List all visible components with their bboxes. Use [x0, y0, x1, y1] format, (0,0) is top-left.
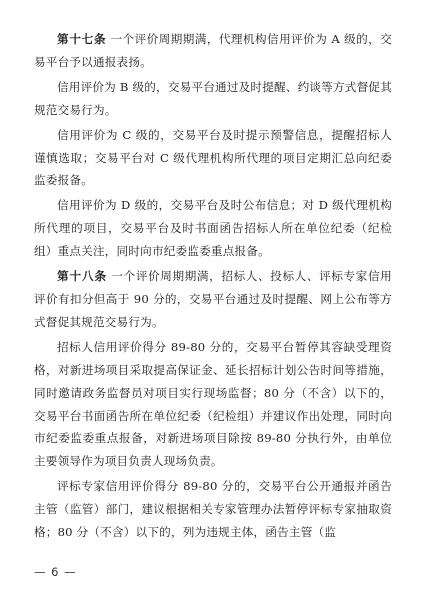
paragraph-text: 信用评价为 D 级的，交易平台及时公布信息；对 D 级代理机构所代理的项目，交易平台及时书面函告招标人所在单位纪委（纪检组）重点关注，同时向市纪委监委重点报备。: [34, 198, 392, 259]
paragraph-text: 招标人信用评价得分 89-80 分的，交易平台暂停其容缺受理资格，对新进场项目采取提高保证金、延长招标计划公告时间等措施，同时邀请政务监督员对项目实行现场监督；80 分（不含）以下的，交易平台书面函告所在单位纪委（纪检组）并建议作出处理，同时向市纪委监委重点报备，对新进场项目除按 89-80 分执行外，由单位主要领导作为项目负责人现场负责。: [34, 339, 392, 469]
paragraph-text: 信用评价为 C 级的，交易平台及时提示预警信息，提醒招标人谨慎选取；交易平台对 C 级代理机构所代理的项目定期汇总向纪委监委报备。: [34, 127, 392, 188]
paragraph-article-18: [34, 265, 392, 334]
article-heading: 第十七条: [57, 32, 107, 46]
document-body: [34, 28, 392, 546]
paragraph-tenderer-score: [34, 336, 392, 473]
paragraph-article-17: [34, 28, 392, 74]
paragraph-level-c: [34, 124, 392, 193]
paragraph-text: 一个评价周期期满，招标人、投标人、评标专家信用评价有扣分但高于 90 分的，交易平台通过及时提醒、网上公布等方式督促其规范交易行为。: [34, 269, 392, 329]
paragraph-level-d: [34, 194, 392, 263]
paragraph-text: 信用评价为 B 级的，交易平台通过及时提醒、约谈等方式督促其规范交易行为。: [34, 79, 392, 117]
paragraph-expert-score: [34, 475, 392, 544]
paragraph-text: 一个评价周期期满，代理机构信用评价为 A 级的，交易平台予以通报表扬。: [34, 32, 392, 69]
article-heading: 第十八条: [57, 269, 108, 284]
paragraph-level-b: [34, 76, 392, 122]
page-number: — 6 —: [34, 565, 77, 579]
paragraph-text: 评标专家信用评价得分 89-80 分的，交易平台公开通报并函告主管（监管）部门，建议根据相关专家管理办法暂停评标专家抽取资格；80 分（不含）以下的，列为违规主体，函告主管（监: [34, 479, 392, 540]
